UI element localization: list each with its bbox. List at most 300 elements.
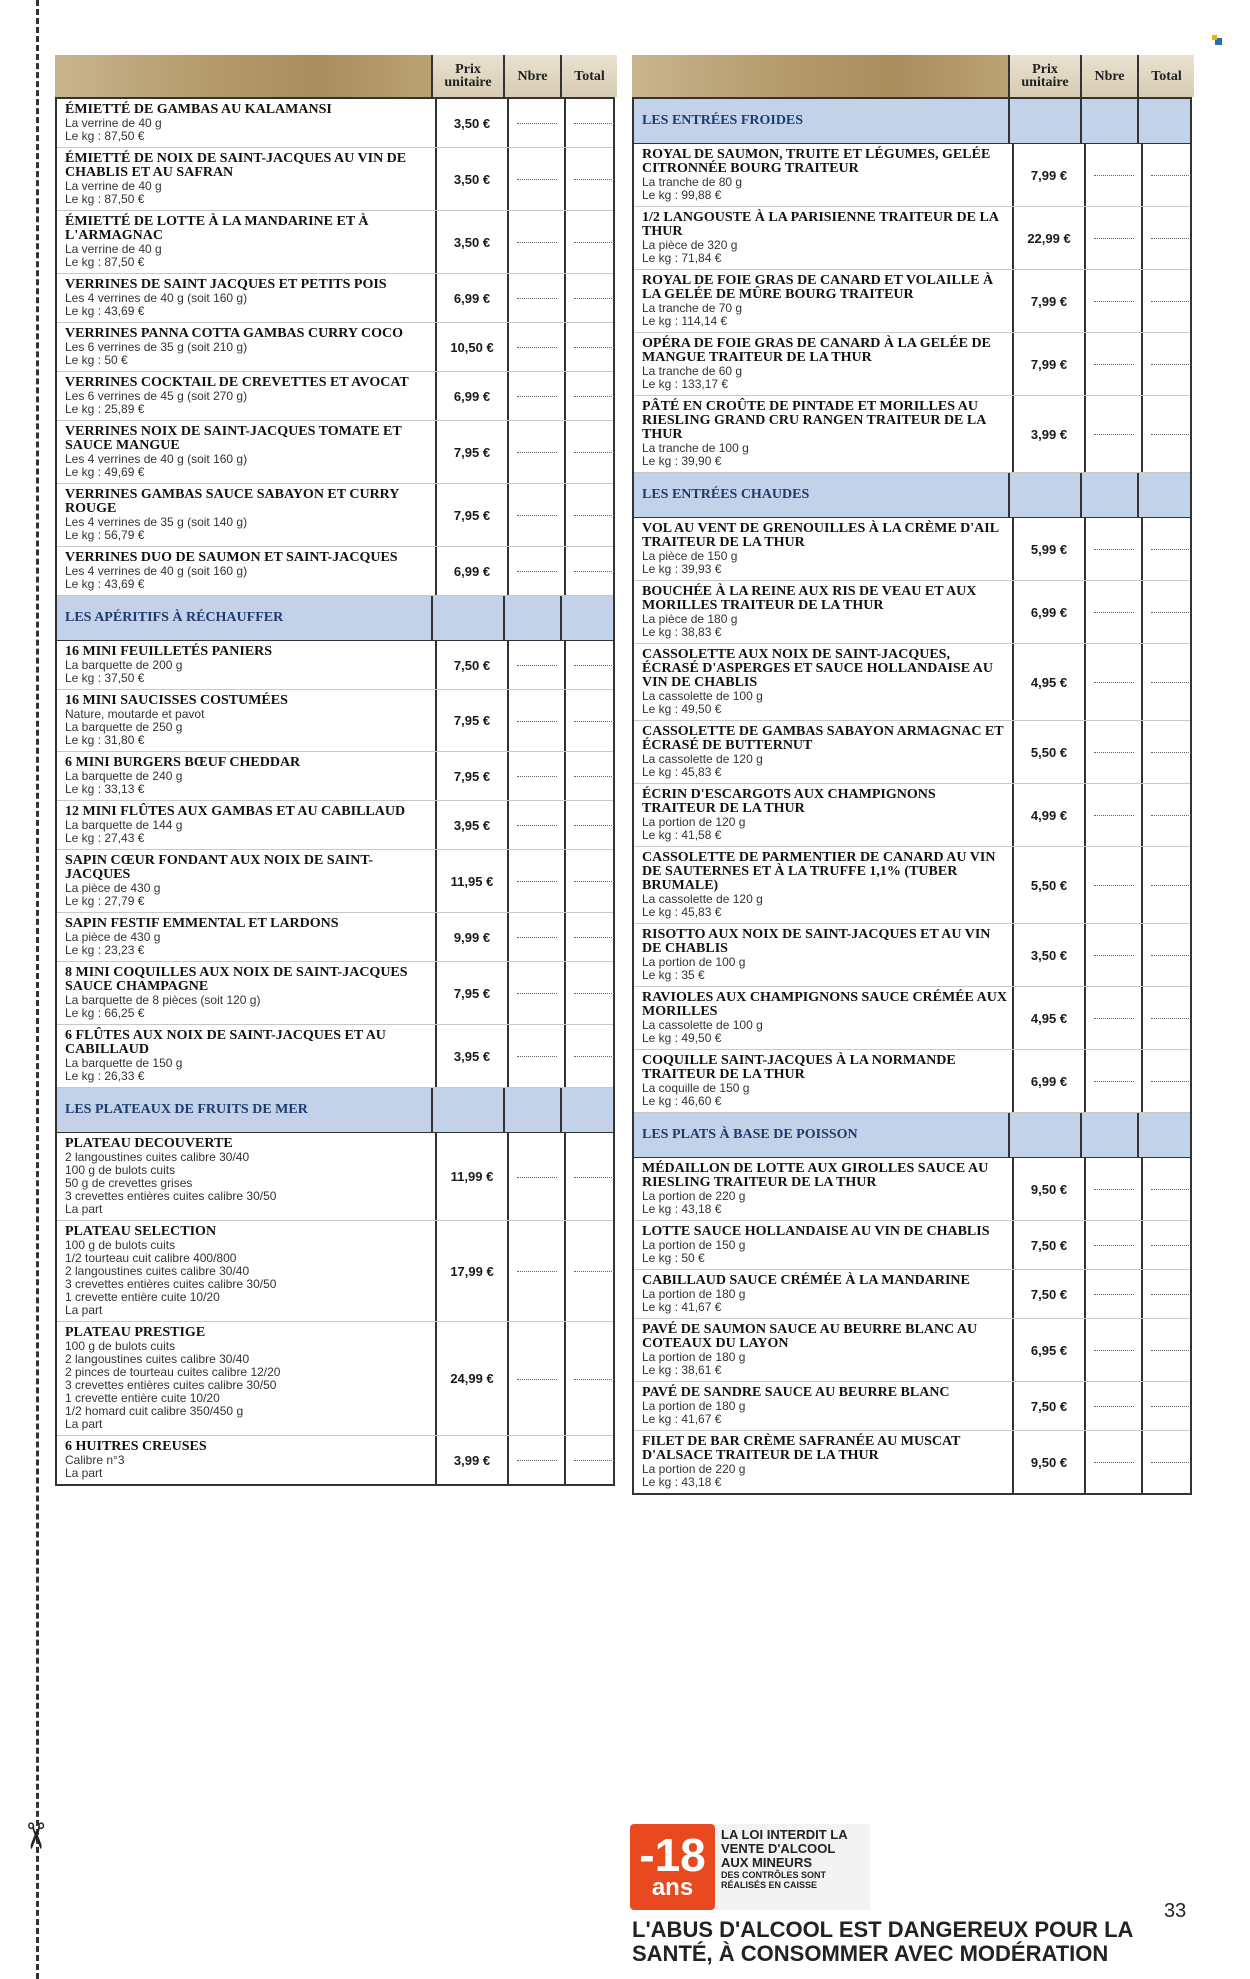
product-description (57, 1322, 437, 1435)
product-detail: La barquette de 240 g (65, 769, 183, 783)
product-name: SAPIN FESTIF EMMENTAL ET LARDONS (65, 916, 339, 931)
total-field[interactable] (566, 148, 621, 210)
product-row (57, 547, 613, 596)
product-row (57, 752, 613, 801)
product-detail: Le kg : 31,80 € (65, 733, 145, 747)
product-name: VERRINES GAMBAS SAUCE SABAYON ET CURRY ROUGE (65, 487, 399, 516)
product-description (57, 962, 437, 1024)
product-name: CASSOLETTE AUX NOIX DE SAINT-JACQUES, ÉCRASÉ D'ASPERGES ET SAUCE HOLLANDAISE AU VIN DE CHABLIS (642, 647, 993, 690)
product-row (57, 913, 613, 962)
product-description (57, 1221, 437, 1321)
product-detail: Le kg : 26,33 € (65, 1069, 145, 1083)
product-detail: Le kg : 99,88 € (642, 188, 722, 202)
product-description (57, 323, 437, 371)
quantity-field[interactable] (1086, 1221, 1143, 1269)
product-detail: Le kg : 50 € (642, 1251, 705, 1265)
ans-label: ans (651, 1874, 694, 1901)
product-detail: 1 crevette entière cuite 10/20 (65, 1290, 220, 1304)
product-detail: La verrine de 40 g (65, 179, 162, 193)
quantity-field[interactable] (509, 913, 566, 961)
unit-price: 5,50 € (1014, 721, 1086, 783)
product-name: BOUCHÉE À LA REINE AUX RIS DE VEAU ET AUX MORILLES TRAITEUR DE LA THUR (642, 584, 977, 613)
product-detail: Le kg : 35 € (642, 968, 705, 982)
product-description (634, 1431, 1014, 1493)
product-name: LOTTE SAUCE HOLLANDAISE AU VIN DE CHABLIS (642, 1224, 990, 1239)
product-detail: Le kg : 87,50 € (65, 255, 145, 269)
cut-line (36, 0, 39, 1979)
header-wood-banner (632, 55, 1010, 97)
product-detail: Le kg : 27,43 € (65, 831, 145, 845)
unit-price: 7,95 € (437, 421, 509, 483)
total-field[interactable] (566, 274, 621, 322)
unit-price: 7,95 € (437, 484, 509, 546)
total-field[interactable] (1143, 144, 1198, 206)
product-detail: Le kg : 37,50 € (65, 671, 145, 685)
product-detail: La tranche de 80 g (642, 175, 743, 189)
product-detail: 2 langoustines cuites calibre 30/40 (65, 1264, 250, 1278)
product-detail: Les 6 verrines de 45 g (soit 270 g) (65, 389, 248, 403)
quantity-field[interactable] (509, 323, 566, 371)
product-description (634, 396, 1014, 472)
unit-price: 7,99 € (1014, 270, 1086, 332)
product-name: PLATEAU DECOUVERTE (65, 1136, 233, 1151)
section-header (57, 596, 613, 641)
minus-18-badge (630, 1824, 715, 1910)
quantity-field[interactable] (1086, 924, 1143, 986)
quantity-field[interactable] (1086, 644, 1143, 720)
product-description (57, 913, 437, 961)
product-name: OPÉRA DE FOIE GRAS DE CANARD À LA GELÉE DE MANGUE TRAITEUR DE LA THUR (642, 336, 991, 365)
header-total: Total (1139, 55, 1194, 97)
quantity-field[interactable] (509, 274, 566, 322)
quantity-field[interactable] (1086, 333, 1143, 395)
unit-price: 6,99 € (437, 274, 509, 322)
product-detail: Les 4 verrines de 35 g (soit 140 g) (65, 515, 248, 529)
total-field[interactable] (566, 850, 621, 912)
total-field[interactable] (566, 913, 621, 961)
total-field[interactable] (1143, 924, 1198, 986)
product-description (634, 270, 1014, 332)
unit-price: 9,50 € (1014, 1158, 1086, 1220)
product-detail: Le kg : 50 € (65, 353, 128, 367)
unit-price: 3,99 € (1014, 396, 1086, 472)
product-detail: Le kg : 27,79 € (65, 894, 145, 908)
section-title: LES PLATS À BASE DE POISSON (634, 1113, 1010, 1157)
product-detail: La pièce de 430 g (65, 930, 161, 944)
total-field[interactable] (1143, 333, 1198, 395)
total-field[interactable] (1143, 784, 1198, 846)
total-field[interactable] (1143, 644, 1198, 720)
quantity-field[interactable] (1086, 1382, 1143, 1430)
product-detail: La cassolette de 100 g (642, 689, 763, 703)
product-detail: La portion de 180 g (642, 1350, 746, 1364)
product-detail: Le kg : 87,50 € (65, 192, 145, 206)
product-name: CASSOLETTE DE GAMBAS SABAYON ARMAGNAC ET ÉCRASÉ DE BUTTERNUT (642, 724, 1004, 753)
product-description (57, 1436, 437, 1484)
total-field[interactable] (1143, 1431, 1198, 1493)
quantity-field[interactable] (1086, 270, 1143, 332)
product-detail: La tranche de 100 g (642, 441, 749, 455)
product-name: FILET DE BAR CRÈME SAFRANÉE AU MUSCAT D'ALSACE TRAITEUR DE LA THUR (642, 1434, 961, 1463)
product-description (57, 547, 437, 595)
product-row (57, 1436, 613, 1484)
quantity-field[interactable] (509, 962, 566, 1024)
quantity-field[interactable] (1086, 784, 1143, 846)
total-field[interactable] (1143, 1319, 1198, 1381)
product-detail: 1 crevette entière cuite 10/20 (65, 1391, 220, 1405)
product-description (634, 644, 1014, 720)
product-detail: Le kg : 114,14 € (642, 314, 728, 328)
unit-price: 3,95 € (437, 801, 509, 849)
total-field[interactable] (566, 421, 621, 483)
product-name: ROYAL DE FOIE GRAS DE CANARD ET VOLAILLE À LA GELÉE DE MÛRE BOURG TRAITEUR (642, 273, 994, 302)
product-detail: 100 g de bulots cuits (65, 1238, 176, 1252)
product-description (634, 721, 1014, 783)
total-field[interactable] (1143, 270, 1198, 332)
product-detail: La portion de 180 g (642, 1399, 746, 1413)
total-field[interactable] (1143, 1158, 1198, 1220)
unit-price: 4,95 € (1014, 644, 1086, 720)
unit-price: 6,95 € (1014, 1319, 1086, 1381)
product-description (57, 1133, 437, 1220)
product-detail: 2 pinces de tourteau cuites calibre 12/20 (65, 1365, 281, 1379)
product-detail: Le kg : 38,83 € (642, 625, 722, 639)
header-prix-unitaire: Prix unitaire (433, 55, 505, 97)
product-row (57, 690, 613, 752)
quantity-field[interactable] (509, 148, 566, 210)
product-name: CASSOLETTE DE PARMENTIER DE CANARD AU VIN DE SAUTERNES ET À LA TRUFFE 1,1% (TUBER BRUMALE) (642, 850, 996, 893)
product-description (634, 1270, 1014, 1318)
unit-price: 9,50 € (1014, 1431, 1086, 1493)
product-detail: Le kg : 38,61 € (642, 1363, 722, 1377)
quantity-field[interactable] (509, 1322, 566, 1435)
unit-price: 3,50 € (437, 99, 509, 147)
product-row (57, 372, 613, 421)
warning-law: LA LOI INTERDIT LA VENTE D'ALCOOL AUX MINEURS (721, 1827, 848, 1870)
product-row (634, 144, 1190, 207)
product-detail: La portion de 220 g (642, 1462, 746, 1476)
product-description (634, 333, 1014, 395)
product-description (634, 518, 1014, 580)
unit-price: 3,95 € (437, 1025, 509, 1087)
unit-price: 11,95 € (437, 850, 509, 912)
product-detail: Le kg : 71,84 € (642, 251, 722, 265)
product-detail: Le kg : 46,60 € (642, 1094, 722, 1108)
product-detail: Le kg : 49,50 € (642, 702, 722, 716)
product-name: PAVÉ DE SAUMON SAUCE AU BEURRE BLANC AU COTEAUX DU LAYON (642, 1322, 978, 1351)
product-row (634, 270, 1190, 333)
quantity-field[interactable] (1086, 1319, 1143, 1381)
unit-price: 6,99 € (1014, 1050, 1086, 1112)
product-name: 16 MINI FEUILLETÉS PANIERS (65, 644, 273, 659)
product-name: VERRINES COCKTAIL DE CREVETTES ET AVOCAT (65, 375, 409, 390)
total-field[interactable] (566, 690, 621, 751)
product-description (57, 641, 437, 689)
quantity-field[interactable] (1086, 1431, 1143, 1493)
product-row (634, 784, 1190, 847)
quantity-field[interactable] (1086, 847, 1143, 923)
unit-price: 9,99 € (437, 913, 509, 961)
alcohol-warning (630, 1824, 870, 1910)
product-detail: Le kg : 43,69 € (65, 304, 145, 318)
quantity-field[interactable] (509, 372, 566, 420)
quantity-field[interactable] (509, 1025, 566, 1087)
product-row (57, 323, 613, 372)
product-detail: Le kg : 41,58 € (642, 828, 722, 842)
unit-price: 7,50 € (1014, 1270, 1086, 1318)
product-detail: 2 langoustines cuites calibre 30/40 (65, 1352, 250, 1366)
total-field[interactable] (566, 323, 621, 371)
product-detail: La part (65, 1202, 103, 1216)
unit-price: 6,99 € (1014, 581, 1086, 643)
product-row (57, 484, 613, 547)
total-field[interactable] (566, 1436, 621, 1484)
product-detail: La pièce de 320 g (642, 238, 738, 252)
total-field[interactable] (1143, 721, 1198, 783)
product-row (634, 1431, 1190, 1493)
product-row (57, 148, 613, 211)
product-name: ÉCRIN D'ESCARGOTS AUX CHAMPIGNONS TRAITEUR DE LA THUR (642, 787, 936, 816)
product-name: ÉMIETTÉ DE GAMBAS AU KALAMANSI (65, 102, 332, 117)
unit-price: 5,99 € (1014, 518, 1086, 580)
product-row (57, 99, 613, 148)
right-rows (632, 99, 1192, 1495)
quantity-field[interactable] (509, 752, 566, 800)
quantity-field[interactable] (509, 690, 566, 751)
product-detail: 100 g de bulots cuits (65, 1163, 176, 1177)
quantity-field[interactable] (509, 547, 566, 595)
section-title: LES ENTRÉES CHAUDES (634, 473, 1010, 517)
product-row (634, 1221, 1190, 1270)
left-rows (55, 99, 615, 1486)
total-field[interactable] (1143, 847, 1198, 923)
total-field[interactable] (566, 1221, 621, 1321)
total-field[interactable] (566, 1322, 621, 1435)
product-name: ÉMIETTÉ DE NOIX DE SAINT-JACQUES AU VIN DE CHABLIS ET AU SAFRAN (65, 151, 407, 180)
total-field[interactable] (1143, 1382, 1198, 1430)
product-row (634, 207, 1190, 270)
product-name: 6 FLÛTES AUX NOIX DE SAINT-JACQUES ET AU CABILLAUD (65, 1028, 386, 1057)
unit-price: 11,99 € (437, 1133, 509, 1220)
product-row (57, 1133, 613, 1221)
product-detail: La verrine de 40 g (65, 116, 162, 130)
total-field[interactable] (1143, 1221, 1198, 1269)
total-field[interactable] (566, 801, 621, 849)
header-nbre: Nbre (1082, 55, 1139, 97)
product-name: MÉDAILLON DE LOTTE AUX GIROLLES SAUCE AU RIESLING TRAITEUR DE LA THUR (642, 1161, 989, 1190)
unit-price: 4,95 € (1014, 987, 1086, 1049)
right-order-table (632, 55, 1192, 1495)
product-row (57, 801, 613, 850)
left-order-table (55, 55, 615, 1486)
header-nbre: Nbre (505, 55, 562, 97)
product-description (57, 484, 437, 546)
product-row (634, 924, 1190, 987)
quantity-field[interactable] (1086, 396, 1143, 472)
product-name: VERRINES DUO DE SAUMON ET SAINT-JACQUES (65, 550, 398, 565)
product-detail: La barquette de 144 g (65, 818, 183, 832)
quantity-field[interactable] (509, 484, 566, 546)
header-wood-banner (55, 55, 433, 97)
product-name: CABILLAUD SAUCE CRÉMÉE À LA MANDARINE (642, 1273, 970, 1288)
product-row (634, 581, 1190, 644)
scissors-icon: ✂ (15, 1820, 57, 1852)
product-description (57, 801, 437, 849)
product-description (634, 581, 1014, 643)
product-description (634, 1382, 1014, 1430)
product-detail: La barquette de 200 g (65, 658, 183, 672)
product-detail: Le kg : 23,23 € (65, 943, 145, 957)
unit-price: 4,99 € (1014, 784, 1086, 846)
product-detail: La barquette de 150 g (65, 1056, 183, 1070)
product-detail: La barquette de 8 pièces (soit 120 g) (65, 993, 261, 1007)
product-name: 6 MINI BURGERS BŒUF CHEDDAR (65, 755, 301, 770)
product-detail: 2 langoustines cuites calibre 30/40 (65, 1150, 250, 1164)
quantity-field[interactable] (509, 1221, 566, 1321)
unit-price: 5,50 € (1014, 847, 1086, 923)
total-field[interactable] (1143, 207, 1198, 269)
unit-price: 7,95 € (437, 690, 509, 751)
total-field[interactable] (566, 1025, 621, 1087)
quantity-field[interactable] (1086, 1270, 1143, 1318)
product-row (634, 1158, 1190, 1221)
product-description (634, 207, 1014, 269)
quantity-field[interactable] (509, 641, 566, 689)
product-name: VERRINES PANNA COTTA GAMBAS CURRY COCO (65, 326, 403, 341)
product-detail: La pièce de 180 g (642, 612, 738, 626)
total-field[interactable] (1143, 396, 1198, 472)
product-description (634, 847, 1014, 923)
quantity-field[interactable] (509, 801, 566, 849)
quantity-field[interactable] (1086, 518, 1143, 580)
product-detail: Calibre n°3 (65, 1453, 125, 1467)
product-description (57, 372, 437, 420)
product-detail: La portion de 120 g (642, 815, 746, 829)
product-name: RISOTTO AUX NOIX DE SAINT-JACQUES ET AU VIN DE CHABLIS (642, 927, 991, 956)
product-detail: La tranche de 60 g (642, 364, 743, 378)
product-row (634, 333, 1190, 396)
product-name: VOL AU VENT DE GRENOUILLES À LA CRÈME D'AIL TRAITEUR DE LA THUR (642, 521, 999, 550)
product-detail: La part (65, 1417, 103, 1431)
quantity-field[interactable] (1086, 144, 1143, 206)
header-total: Total (562, 55, 617, 97)
unit-price: 7,50 € (1014, 1382, 1086, 1430)
quantity-field[interactable] (1086, 987, 1143, 1049)
product-name: 1/2 LANGOUSTE À LA PARISIENNE TRAITEUR DE LA THUR (642, 210, 999, 239)
total-field[interactable] (1143, 1050, 1198, 1112)
unit-price: 7,99 € (1014, 333, 1086, 395)
product-row (634, 987, 1190, 1050)
product-description (634, 924, 1014, 986)
product-detail: 1/2 tourteau cuit calibre 400/800 (65, 1251, 237, 1265)
product-detail: La part (65, 1303, 103, 1317)
product-row (57, 962, 613, 1025)
product-row (57, 850, 613, 913)
total-field[interactable] (1143, 518, 1198, 580)
product-row (57, 421, 613, 484)
unit-price: 3,50 € (1014, 924, 1086, 986)
product-row (57, 1322, 613, 1436)
product-row (634, 1270, 1190, 1319)
total-field[interactable] (1143, 1270, 1198, 1318)
product-name: VERRINES DE SAINT JACQUES ET PETITS POIS (65, 277, 387, 292)
total-field[interactable] (566, 962, 621, 1024)
quantity-field[interactable] (509, 850, 566, 912)
product-detail: 1/2 homard cuit calibre 350/450 g (65, 1404, 244, 1418)
quantity-field[interactable] (1086, 1158, 1143, 1220)
product-name: PLATEAU PRESTIGE (65, 1325, 206, 1340)
total-field[interactable] (566, 211, 621, 273)
product-description (57, 274, 437, 322)
product-name: 6 HUITRES CREUSES (65, 1439, 207, 1454)
product-detail: La coquille de 150 g (642, 1081, 750, 1095)
product-row (634, 518, 1190, 581)
product-name: SAPIN CŒUR FONDANT AUX NOIX DE SAINT-JACQUES (65, 853, 374, 882)
product-detail: Le kg : 39,90 € (642, 454, 722, 468)
product-detail: Le kg : 43,69 € (65, 577, 145, 591)
quantity-field[interactable] (509, 1436, 566, 1484)
product-detail: Le kg : 66,25 € (65, 1006, 145, 1020)
product-detail: Le kg : 39,93 € (642, 562, 722, 576)
quantity-field[interactable] (509, 99, 566, 147)
product-detail: La portion de 150 g (642, 1238, 746, 1252)
product-description (57, 211, 437, 273)
product-detail: 3 crevettes entières cuites calibre 30/50 (65, 1189, 277, 1203)
quantity-field[interactable] (1086, 207, 1143, 269)
total-field[interactable] (1143, 581, 1198, 643)
quantity-field[interactable] (509, 421, 566, 483)
product-detail: 3 crevettes entières cuites calibre 30/50 (65, 1277, 277, 1291)
product-name: ÉMIETTÉ DE LOTTE À LA MANDARINE ET À L'ARMAGNAC (65, 214, 369, 243)
quantity-field[interactable] (1086, 1050, 1143, 1112)
section-header (57, 1088, 613, 1133)
quantity-field[interactable] (509, 1133, 566, 1220)
total-field[interactable] (566, 547, 621, 595)
total-field[interactable] (566, 641, 621, 689)
product-description (57, 99, 437, 147)
total-field[interactable] (566, 484, 621, 546)
total-field[interactable] (566, 372, 621, 420)
total-field[interactable] (566, 752, 621, 800)
product-detail: La cassolette de 100 g (642, 1018, 763, 1032)
quantity-field[interactable] (509, 211, 566, 273)
product-description (57, 148, 437, 210)
total-field[interactable] (566, 1133, 621, 1220)
quantity-field[interactable] (1086, 581, 1143, 643)
product-description (634, 784, 1014, 846)
quantity-field[interactable] (1086, 721, 1143, 783)
section-header (634, 473, 1190, 518)
age-label: -18 (639, 1829, 706, 1881)
section-title: LES APÉRITIFS À RÉCHAUFFER (57, 596, 433, 640)
product-detail: La cassolette de 120 g (642, 752, 763, 766)
product-detail: Les 6 verrines de 35 g (soit 210 g) (65, 340, 248, 354)
product-name: VERRINES NOIX DE SAINT-JACQUES TOMATE ET SAUCE MANGUE (65, 424, 402, 453)
product-row (634, 721, 1190, 784)
section-title: LES PLATEAUX DE FRUITS DE MER (57, 1088, 433, 1132)
section-header (634, 99, 1190, 144)
product-row (57, 274, 613, 323)
product-detail: 3 crevettes entières cuites calibre 30/50 (65, 1378, 277, 1392)
warning-controls: DES CONTRÔLES SONT RÉALISÉS EN CAISSE (721, 1870, 827, 1890)
page-number: 33 (1164, 1900, 1187, 1922)
product-name: 16 MINI SAUCISSES COSTUMÉES (65, 693, 288, 708)
product-detail: Les 4 verrines de 40 g (soit 160 g) (65, 291, 248, 305)
product-row (634, 644, 1190, 721)
product-detail: La portion de 180 g (642, 1287, 746, 1301)
total-field[interactable] (1143, 987, 1198, 1049)
total-field[interactable] (566, 99, 621, 147)
